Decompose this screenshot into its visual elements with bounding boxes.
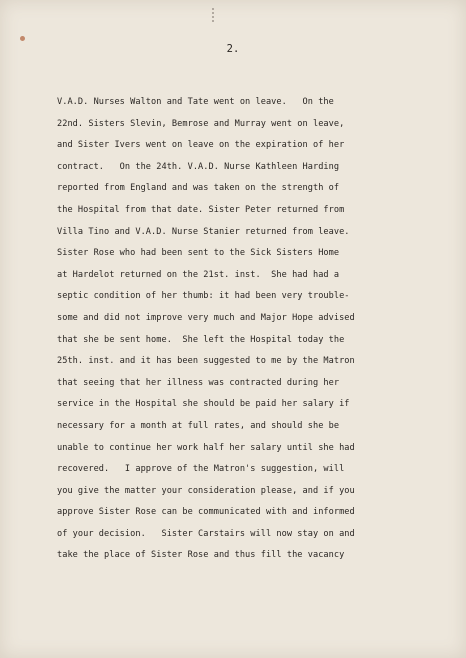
text-line: 22nd. Sisters Slevin, Bemrose and Murray went on leave,: [57, 118, 345, 129]
text-line: and Sister Ivers went on leave on the expiration of her: [57, 140, 345, 151]
text-line: unable to continue her work half her salary until she had: [57, 442, 355, 453]
text-line: approve Sister Rose can be communicated with and informed: [57, 507, 355, 518]
text-line: that seeing that her illness was contracted during her: [57, 377, 340, 388]
text-line: some and did not improve very much and Major Hope advised: [57, 312, 355, 323]
text-line: Villa Tino and V.A.D. Nurse Stanier returned from leave.: [57, 226, 350, 237]
text-line: recovered. I approve of the Matron's suggestion, will: [57, 464, 345, 475]
text-line: Sister Rose who had been sent to the Sick Sisters Home: [57, 248, 340, 259]
text-line: that she be sent home. She left the Hospital today the: [57, 334, 345, 345]
text-line: the Hospital from that date. Sister Peter returned from: [57, 204, 345, 215]
text-line: contract. On the 24th. V.A.D. Nurse Kathleen Harding: [57, 161, 340, 172]
margin-ink-mark: [20, 36, 25, 41]
text-line: service in the Hospital she should be paid her salary if: [57, 399, 350, 410]
text-line: take the place of Sister Rose and thus fill the vacancy: [57, 550, 345, 561]
punch-hole-marks: [212, 8, 216, 22]
typed-letter-body: [57, 92, 462, 567]
text-line: 25th. inst. and it has been suggested to me by the Matron: [57, 356, 355, 367]
text-line: V.A.D. Nurses Walton and Tate went on leave. On the: [57, 97, 334, 107]
text-line: of your decision. Sister Carstairs will now stay on and: [57, 528, 355, 539]
text-line: necessary for a month at full rates, and should she be: [57, 420, 340, 431]
page-number: 2.: [226, 43, 240, 55]
text-line: septic condition of her thumb: it had been very trouble-: [57, 291, 350, 302]
text-line: at Hardelot returned on the 21st. inst. She had had a: [57, 269, 340, 280]
text-line: reported from England and was taken on the strength of: [57, 183, 340, 194]
text-line: you give the matter your consideration please, and if you: [57, 485, 355, 496]
